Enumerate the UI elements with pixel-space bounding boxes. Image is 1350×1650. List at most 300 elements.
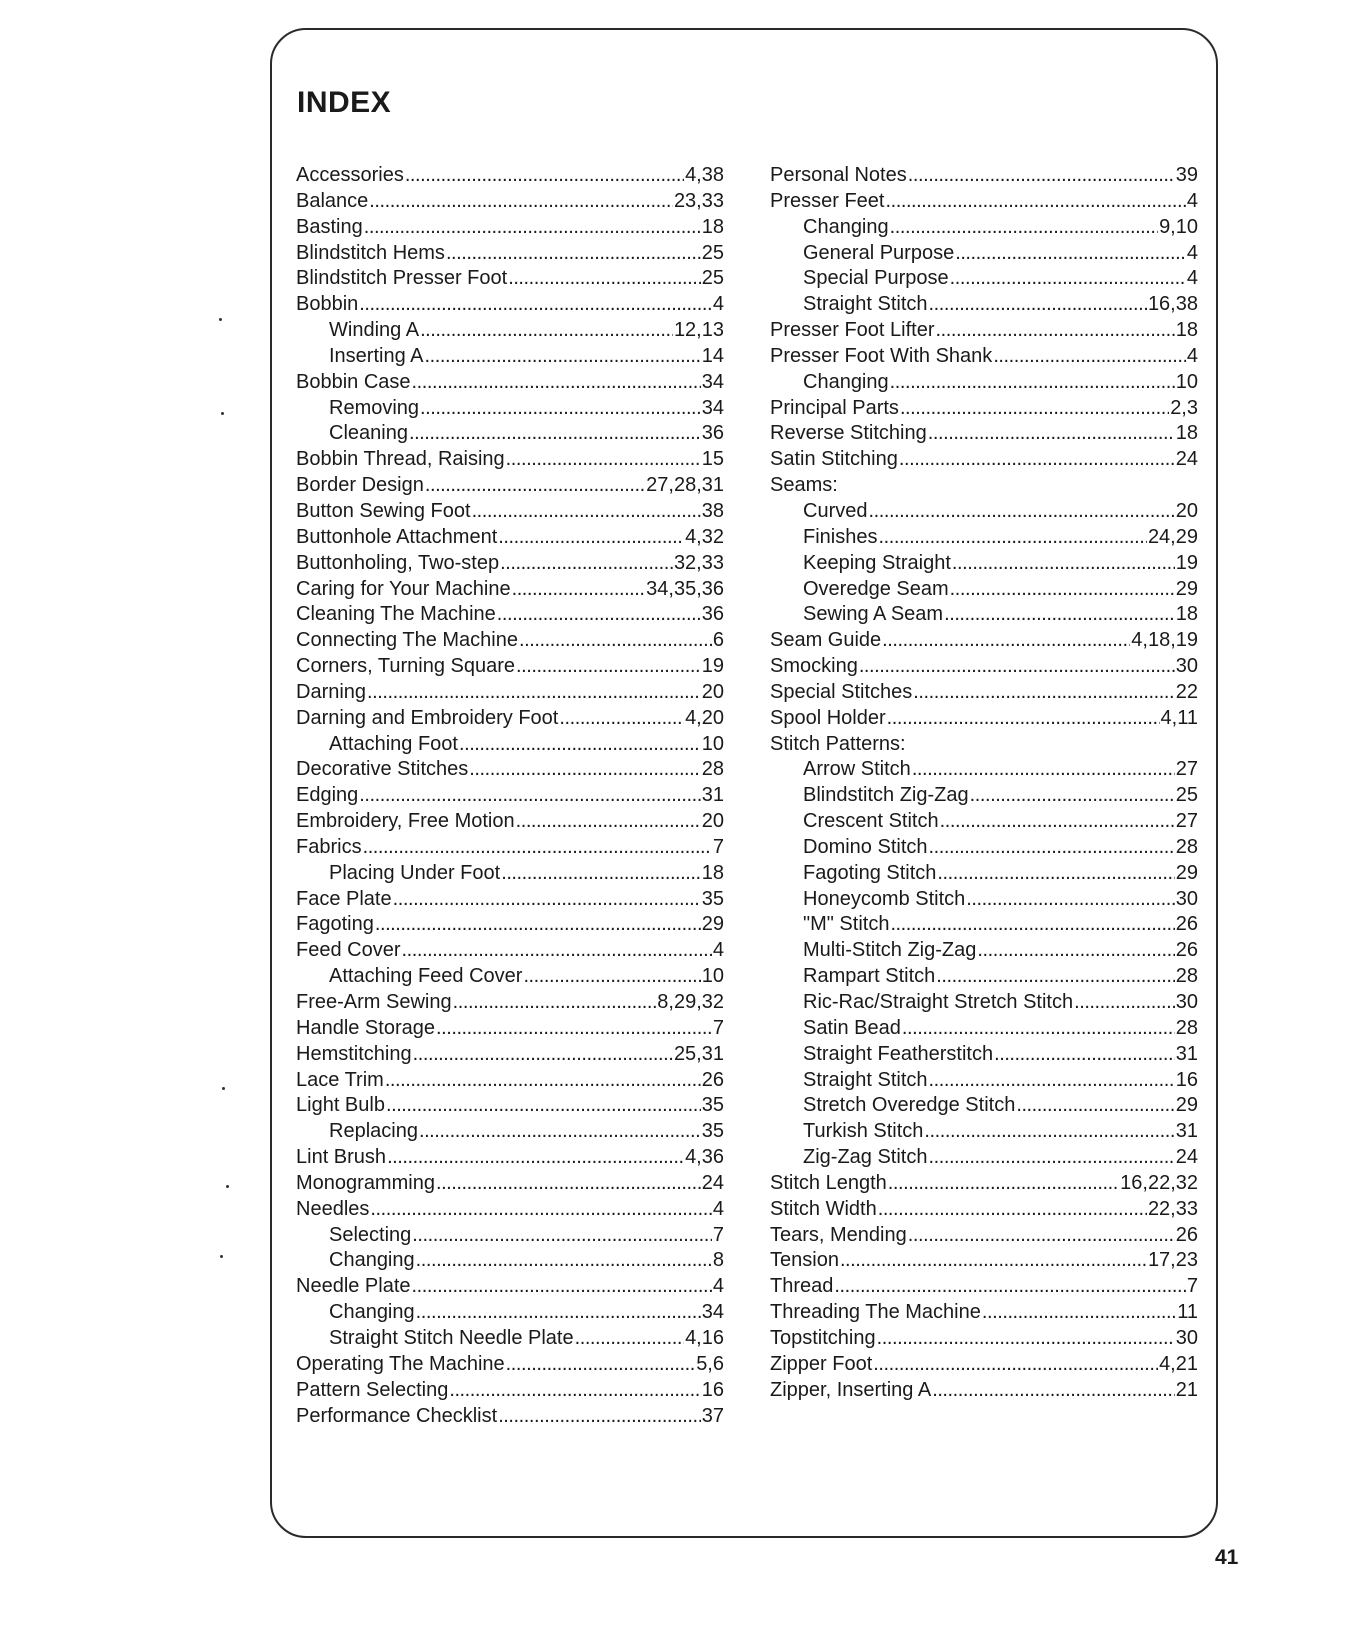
index-subentry <box>296 1301 724 1327</box>
dot-leader <box>899 448 1175 471</box>
dot-leader <box>472 500 701 523</box>
entry-label: Finishes <box>803 525 878 548</box>
entry-page-refs: 25 <box>701 267 724 290</box>
index-subentry <box>770 242 1198 268</box>
entry-page-refs: 31 <box>1175 1042 1198 1065</box>
entry-page-refs: 4 <box>1186 189 1198 212</box>
entry-page-refs: 30 <box>1175 1326 1198 1349</box>
entry-page-refs: 7 <box>1186 1275 1198 1298</box>
entry-page-refs: 36 <box>701 422 724 445</box>
dot-leader <box>929 293 1147 316</box>
entry-page-refs: 20 <box>701 810 724 833</box>
dot-leader <box>498 1405 701 1428</box>
entry-label: Pattern Selecting <box>296 1378 449 1401</box>
entry-page-refs: 30 <box>1175 991 1198 1013</box>
entry-label: Attaching Feed Cover <box>329 965 523 988</box>
index-subentry <box>770 784 1198 810</box>
entry-page-refs: 28 <box>1175 965 1198 988</box>
index-entry <box>770 345 1198 371</box>
dot-leader <box>868 500 1174 523</box>
entry-page-refs: 4 <box>712 1197 724 1220</box>
index-entry <box>296 1198 724 1224</box>
entry-label: Needle Plate <box>296 1275 411 1298</box>
index-subentry <box>770 1094 1198 1120</box>
scan-speck <box>222 1087 225 1090</box>
entry-label: Changing <box>329 1249 415 1272</box>
dot-leader <box>420 319 673 342</box>
entry-page-refs: 35 <box>701 1094 724 1117</box>
entry-label: Operating The Machine <box>296 1352 505 1375</box>
dot-leader <box>508 267 701 290</box>
entry-label: Caring for Your Machine <box>296 577 511 600</box>
index-entry <box>770 448 1198 474</box>
entry-label: Attaching Foot <box>329 732 458 755</box>
dot-leader <box>500 552 673 575</box>
dot-leader <box>436 1172 701 1195</box>
scan-speck <box>226 1185 229 1188</box>
entry-page-refs: 18 <box>1175 422 1198 445</box>
dot-leader <box>834 1275 1186 1298</box>
index-entry <box>296 190 724 216</box>
dot-leader <box>878 1198 1147 1221</box>
dot-leader <box>940 810 1175 833</box>
entry-page-refs: 16,38 <box>1147 293 1198 316</box>
index-entry <box>770 733 1198 759</box>
entry-label: Blindstitch Presser Foot <box>296 267 508 290</box>
entry-label: Smocking <box>770 655 858 678</box>
dot-leader <box>506 448 701 471</box>
dot-leader <box>966 888 1174 911</box>
index-title: INDEX <box>297 86 392 119</box>
index-entry <box>770 1301 1198 1327</box>
index-subentry <box>296 965 724 991</box>
entry-page-refs: 34 <box>701 396 724 419</box>
entry-label: Blindstitch Hems <box>296 241 445 264</box>
index-subentry <box>770 1069 1198 1095</box>
entry-label: Special Stitches <box>770 680 913 703</box>
index-subentry <box>296 319 724 345</box>
entry-label: Bobbin Thread, Raising <box>296 448 505 471</box>
index-entry <box>296 1146 724 1172</box>
entry-page-refs: 8 <box>712 1249 724 1272</box>
index-entry <box>296 448 724 474</box>
entry-label: Placing Under Foot <box>329 861 501 884</box>
entry-page-refs: 16 <box>1175 1068 1198 1091</box>
entry-label: Sewing A Seam <box>803 603 944 626</box>
dot-leader <box>929 836 1175 859</box>
index-subentry <box>296 862 724 888</box>
entry-page-refs: 37 <box>701 1404 724 1427</box>
dot-leader <box>924 1120 1174 1143</box>
dot-leader <box>402 939 712 962</box>
index-subentry <box>296 397 724 423</box>
entry-page-refs: 27,28,31 <box>646 474 724 497</box>
entry-page-refs: 16 <box>701 1378 724 1401</box>
entry-label: Border Design <box>296 474 424 497</box>
index-subentry <box>770 500 1198 526</box>
index-entry <box>770 1224 1198 1250</box>
index-entry <box>296 810 724 836</box>
entry-page-refs: 31 <box>1175 1120 1198 1143</box>
entry-label: Zipper Foot <box>770 1352 873 1375</box>
entry-page-refs: 28 <box>1175 1016 1198 1039</box>
dot-leader <box>840 1249 1147 1272</box>
entry-label: Needles <box>296 1197 370 1220</box>
entry-page-refs: 19 <box>701 655 724 678</box>
dot-leader <box>944 603 1175 626</box>
entry-label: Button Sewing Foot <box>296 499 471 522</box>
index-entry <box>296 1043 724 1069</box>
entry-page-refs: 10 <box>1175 370 1198 393</box>
dot-leader <box>387 1146 684 1169</box>
entry-label: Stretch Overedge Stitch <box>803 1094 1016 1117</box>
dot-leader <box>523 965 700 988</box>
index-entry <box>770 707 1198 733</box>
entry-page-refs: 4 <box>1186 344 1198 367</box>
entry-label: Bobbin <box>296 293 359 316</box>
entry-page-refs: 20 <box>701 680 724 703</box>
entry-page-refs: 19 <box>1175 551 1198 574</box>
dot-leader <box>385 1069 701 1092</box>
dot-leader <box>873 1353 1158 1376</box>
dot-leader <box>937 862 1174 885</box>
entry-page-refs: 38 <box>701 499 724 522</box>
entry-label: Crescent Stitch <box>803 810 939 833</box>
entry-page-refs: 8,29,32 <box>657 991 724 1013</box>
entry-label: Multi-Stitch Zig-Zag <box>803 939 977 962</box>
dot-leader <box>459 733 701 756</box>
index-entry <box>770 474 1198 500</box>
index-entry <box>296 991 724 1017</box>
dot-leader <box>1074 991 1175 1014</box>
entry-page-refs: 26 <box>1175 939 1198 962</box>
entry-label: Winding A <box>329 319 420 342</box>
index-subentry <box>770 1146 1198 1172</box>
index-entry <box>770 1327 1198 1353</box>
index-entry <box>296 888 724 914</box>
entry-page-refs: 24 <box>1175 448 1198 471</box>
entry-label: Blindstitch Zig-Zag <box>803 784 969 807</box>
entry-label: Buttonholing, Two-step <box>296 551 500 574</box>
entry-label: Darning and Embroidery Foot <box>296 706 559 729</box>
index-subentry <box>770 293 1198 319</box>
dot-leader <box>469 758 700 781</box>
dot-leader <box>370 1198 711 1221</box>
entry-page-refs: 18 <box>1175 603 1198 626</box>
entry-label: Free-Arm Sewing <box>296 991 452 1013</box>
entry-page-refs: 29 <box>701 913 724 936</box>
dot-leader <box>885 190 1185 213</box>
entry-page-refs: 4 <box>712 293 724 316</box>
entry-page-refs: 22,33 <box>1147 1197 1198 1220</box>
dot-leader <box>936 965 1174 988</box>
index-entry <box>296 1379 724 1405</box>
entry-label: Satin Bead <box>803 1016 901 1039</box>
dot-leader <box>982 1301 1176 1324</box>
entry-label: Honeycomb Stitch <box>803 887 966 910</box>
index-subentry <box>296 733 724 759</box>
entry-page-refs: 25,31 <box>673 1042 724 1065</box>
entry-label: Zipper, Inserting A <box>770 1378 932 1401</box>
index-entry <box>296 216 724 242</box>
dot-leader <box>386 1094 701 1117</box>
entry-page-refs: 4,16 <box>685 1326 724 1349</box>
dot-leader <box>1016 1094 1174 1117</box>
dot-leader <box>393 888 701 911</box>
entry-page-refs: 30 <box>1175 887 1198 910</box>
entry-page-refs: 4 <box>1186 267 1198 290</box>
entry-label: Fagoting Stitch <box>803 861 937 884</box>
entry-label: Lace Trim <box>296 1068 384 1091</box>
entry-label: Fabrics <box>296 835 362 858</box>
entry-label: Bobbin Case <box>296 370 411 393</box>
index-subentry <box>770 216 1198 242</box>
index-entry <box>770 1249 1198 1275</box>
entry-page-refs: 24 <box>701 1171 724 1194</box>
entry-page-refs: 12,13 <box>673 319 724 342</box>
dot-leader <box>575 1327 684 1350</box>
dot-leader <box>912 758 1175 781</box>
entry-label: Keeping Straight <box>803 551 951 574</box>
entry-label: Principal Parts <box>770 396 899 419</box>
dot-leader <box>506 1353 696 1376</box>
entry-page-refs: 24,29 <box>1147 525 1198 548</box>
entry-label: General Purpose <box>803 241 955 264</box>
index-subentry <box>296 1224 724 1250</box>
entry-page-refs: 9,10 <box>1159 215 1198 238</box>
dot-leader <box>419 1120 701 1143</box>
dot-leader <box>412 1224 712 1247</box>
index-entry <box>296 474 724 500</box>
index-entry <box>296 242 724 268</box>
index-entry <box>296 629 724 655</box>
entry-page-refs: 34 <box>701 1301 724 1324</box>
entry-label: Accessories <box>296 164 404 186</box>
page-number: 41 <box>1215 1546 1239 1569</box>
index-subentry <box>296 422 724 448</box>
dot-leader <box>952 552 1175 575</box>
index-entry <box>296 939 724 965</box>
index-entry <box>296 371 724 397</box>
entry-page-refs: 4,18,19 <box>1131 629 1198 652</box>
dot-leader <box>908 164 1175 187</box>
index-subentry <box>770 1043 1198 1069</box>
index-entry <box>770 397 1198 423</box>
entry-page-refs: 31 <box>701 784 724 807</box>
dot-leader <box>994 1043 1175 1066</box>
index-subentry <box>770 991 1198 1017</box>
dot-leader <box>882 629 1130 652</box>
index-subentry <box>296 1327 724 1353</box>
entry-page-refs: 4,38 <box>685 164 724 186</box>
dot-leader <box>900 397 1169 420</box>
entry-label: Stitch Width <box>770 1197 877 1220</box>
dot-leader <box>409 422 701 445</box>
index-subentry <box>770 1120 1198 1146</box>
entry-page-refs: 7 <box>712 835 724 858</box>
index-entry <box>296 1405 724 1431</box>
entry-label: Seam Guide <box>770 629 882 652</box>
entry-label: Changing <box>329 1301 415 1324</box>
entry-label: Reverse Stitching <box>770 422 927 445</box>
entry-label: Stitch Length <box>770 1171 887 1194</box>
entry-page-refs: 17,23 <box>1147 1249 1198 1272</box>
index-entry <box>296 836 724 862</box>
entry-page-refs: 28 <box>701 758 724 781</box>
index-entry <box>296 1069 724 1095</box>
dot-leader <box>888 1172 1119 1195</box>
dot-leader <box>877 1327 1175 1350</box>
dot-leader <box>425 474 645 497</box>
index-subentry <box>770 888 1198 914</box>
dot-leader <box>929 1069 1175 1092</box>
dot-leader <box>913 681 1174 704</box>
entry-page-refs: 23,33 <box>673 189 724 212</box>
index-subentry <box>770 836 1198 862</box>
index-subentry <box>770 371 1198 397</box>
index-entry <box>296 1353 724 1379</box>
dot-leader <box>416 1301 701 1324</box>
index-entry <box>296 526 724 552</box>
dot-leader <box>425 345 701 368</box>
entry-label: Performance Checklist <box>296 1404 498 1427</box>
dot-leader <box>412 1275 712 1298</box>
entry-label: Feed Cover <box>296 939 401 962</box>
dot-leader <box>364 216 701 239</box>
entry-label: Fagoting <box>296 913 374 936</box>
entry-page-refs: 34 <box>701 370 724 393</box>
entry-label: Selecting <box>329 1223 412 1246</box>
entry-page-refs: 35 <box>701 1120 724 1143</box>
entry-label: Handle Storage <box>296 1016 435 1039</box>
entry-label: Ric-Rac/Straight Stretch Stitch <box>803 991 1074 1013</box>
entry-page-refs: 4,11 <box>1160 706 1198 729</box>
entry-label: Lint Brush <box>296 1146 387 1169</box>
entry-label: Basting <box>296 215 363 238</box>
entry-label: Straight Stitch Needle Plate <box>329 1326 574 1349</box>
index-entry <box>296 603 724 629</box>
dot-leader <box>405 164 684 187</box>
entry-page-refs: 4,21 <box>1159 1352 1198 1375</box>
dot-leader <box>902 1017 1175 1040</box>
entry-page-refs: 18 <box>701 861 724 884</box>
dot-leader <box>516 655 701 678</box>
dot-leader <box>413 1043 673 1066</box>
index-entry <box>770 319 1198 345</box>
entry-label: Tears, Mending <box>770 1223 907 1246</box>
entry-page-refs: 26 <box>1175 913 1198 936</box>
dot-leader <box>420 397 701 420</box>
entry-label: Presser Feet <box>770 189 885 212</box>
dot-leader <box>412 371 701 394</box>
entry-label: Stitch Patterns: <box>770 732 906 755</box>
entry-page-refs: 29 <box>1175 861 1198 884</box>
index-entry <box>296 552 724 578</box>
entry-page-refs: 10 <box>701 732 724 755</box>
dot-leader <box>446 242 701 265</box>
index-entry <box>296 707 724 733</box>
index-subentry <box>770 913 1198 939</box>
scan-speck <box>219 318 222 321</box>
index-entry <box>296 655 724 681</box>
dot-leader <box>519 629 712 652</box>
entry-label: Domino Stitch <box>803 835 928 858</box>
dot-leader <box>453 991 657 1014</box>
entry-page-refs: 4 <box>1186 241 1198 264</box>
dot-leader <box>977 939 1174 962</box>
entry-label: Seams: <box>770 474 838 497</box>
index-entry <box>770 655 1198 681</box>
entry-page-refs: 24 <box>1175 1146 1198 1169</box>
entry-page-refs: 4 <box>712 939 724 962</box>
dot-leader <box>887 707 1160 730</box>
index-subentry <box>770 603 1198 629</box>
entry-label: Thread <box>770 1275 834 1298</box>
index-entry <box>296 681 724 707</box>
dot-leader <box>890 913 1174 936</box>
entry-label: Edging <box>296 784 359 807</box>
dot-leader <box>497 603 701 626</box>
entry-label: Cleaning <box>329 422 408 445</box>
entry-page-refs: 7 <box>712 1016 724 1039</box>
index-subentry <box>770 1017 1198 1043</box>
entry-label: Embroidery, Free Motion <box>296 810 515 833</box>
entry-page-refs: 29 <box>1175 577 1198 600</box>
dot-leader <box>890 216 1158 239</box>
entry-label: Balance <box>296 189 369 212</box>
entry-label: Straight Stitch <box>803 293 928 316</box>
entry-label: Monogramming <box>296 1171 435 1194</box>
dot-leader <box>375 913 701 936</box>
entry-label: Face Plate <box>296 887 392 910</box>
index-entry <box>770 681 1198 707</box>
index-entry <box>770 164 1198 190</box>
entry-label: Light Bulb <box>296 1094 385 1117</box>
entry-page-refs: 18 <box>701 215 724 238</box>
index-entry <box>770 629 1198 655</box>
dot-leader <box>436 1017 712 1040</box>
dot-leader <box>559 707 684 730</box>
entry-label: Tension <box>770 1249 839 1272</box>
index-subentry <box>296 1249 724 1275</box>
index-entry <box>296 758 724 784</box>
index-entry <box>770 1379 1198 1405</box>
entry-label: Cleaning The Machine <box>296 603 496 626</box>
entry-label: Changing <box>803 215 889 238</box>
entry-page-refs: 4 <box>712 1275 724 1298</box>
entry-label: Hemstitching <box>296 1042 412 1065</box>
entry-page-refs: 21 <box>1175 1378 1198 1401</box>
scan-speck <box>220 1255 223 1258</box>
dot-leader <box>498 526 684 549</box>
dot-leader <box>367 681 701 704</box>
index-entry <box>770 1353 1198 1379</box>
dot-leader <box>908 1224 1175 1247</box>
dot-leader <box>416 1249 712 1272</box>
dot-leader <box>928 422 1175 445</box>
entry-label: Straight Featherstitch <box>803 1042 994 1065</box>
entry-page-refs: 34,35,36 <box>646 577 724 600</box>
index-subentry <box>296 1120 724 1146</box>
entry-page-refs: 27 <box>1175 758 1198 781</box>
entry-page-refs: 4,32 <box>685 525 724 548</box>
entry-label: Removing <box>329 396 420 419</box>
dot-leader <box>950 578 1175 601</box>
dot-leader <box>369 190 673 213</box>
index-subentry <box>770 267 1198 293</box>
dot-leader <box>363 836 712 859</box>
index-column-left <box>296 164 724 1430</box>
